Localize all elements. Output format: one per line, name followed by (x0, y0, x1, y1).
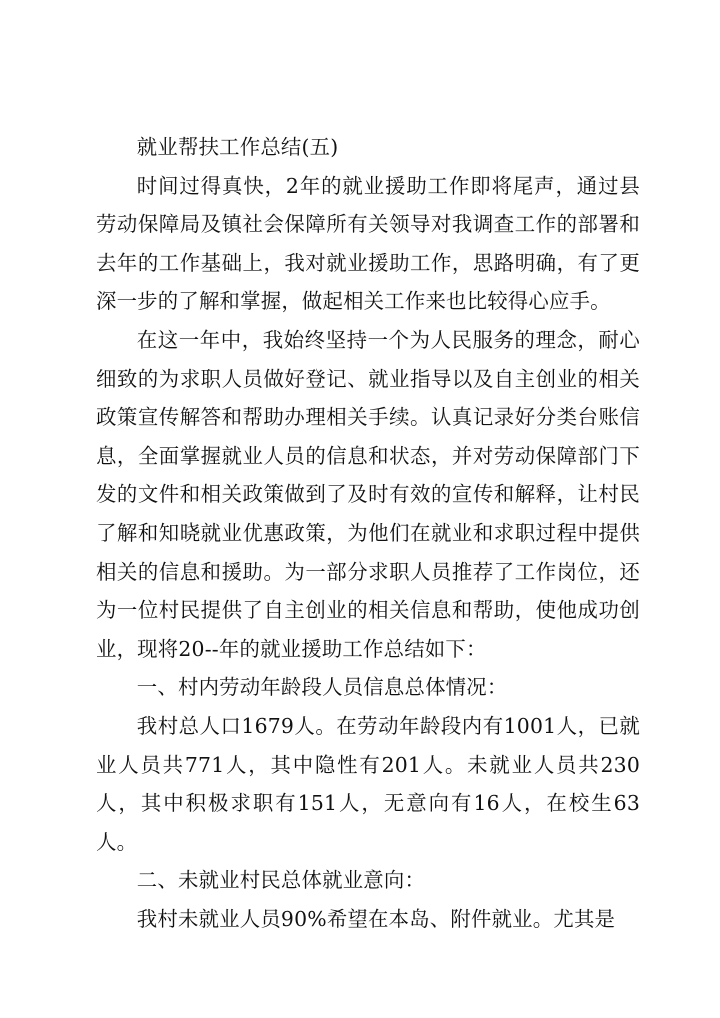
section-heading-1: 一、村内劳动年龄段人员信息总体情况： (136, 675, 508, 700)
paragraph-population-stats: 我村总人口1679人。在劳动年龄段内有1001人，已就业人员共771人，其中隐性有201人。未就业人员共230人，其中积极求职有151人，无意向有16人，在校生63人。 (96, 713, 640, 854)
section-heading-2: 二、未就业村民总体就业意向： (136, 868, 426, 893)
document-title: 就业帮扶工作总结(五) (136, 135, 339, 159)
paragraph-intro: 时间过得真快，2年的就业援助工作即将尾声，通过县劳动保障局及镇社会保障所有关领导对我调查工作的部署和去年的工作基础上，我对就业援助工作，思路明确，有了更深一步的了解和掌握，做起相关工作来也比较得心应手。 (96, 173, 640, 314)
paragraph-year-summary: 在这一年中，我始终坚持一个为人民服务的理念，耐心细致的为求职人员做好登记、就业指导以及自主创业的相关政策宣传解答和帮助办理相关手续。认真记录好分类台账信息，全面掌握就业人员的信息和状态，并对劳动保障部门下发的文件和相关政策做到了及时有效的宣传和解释，让村民了解和知晓就业优惠政策，为他们在就业和求职过程中提供相关的信息和援助。为一部分求职人员推荐了工作岗位，还为一位村民提供了自主创业的相关信息和帮助，使他成功创业，现将20--年的就业援助工作总结如下： (96, 327, 640, 661)
paragraph-employment-intent: 我村未就业人员90%希望在本岛、附件就业。尤其是 (136, 906, 616, 931)
document-body (96, 128, 640, 938)
